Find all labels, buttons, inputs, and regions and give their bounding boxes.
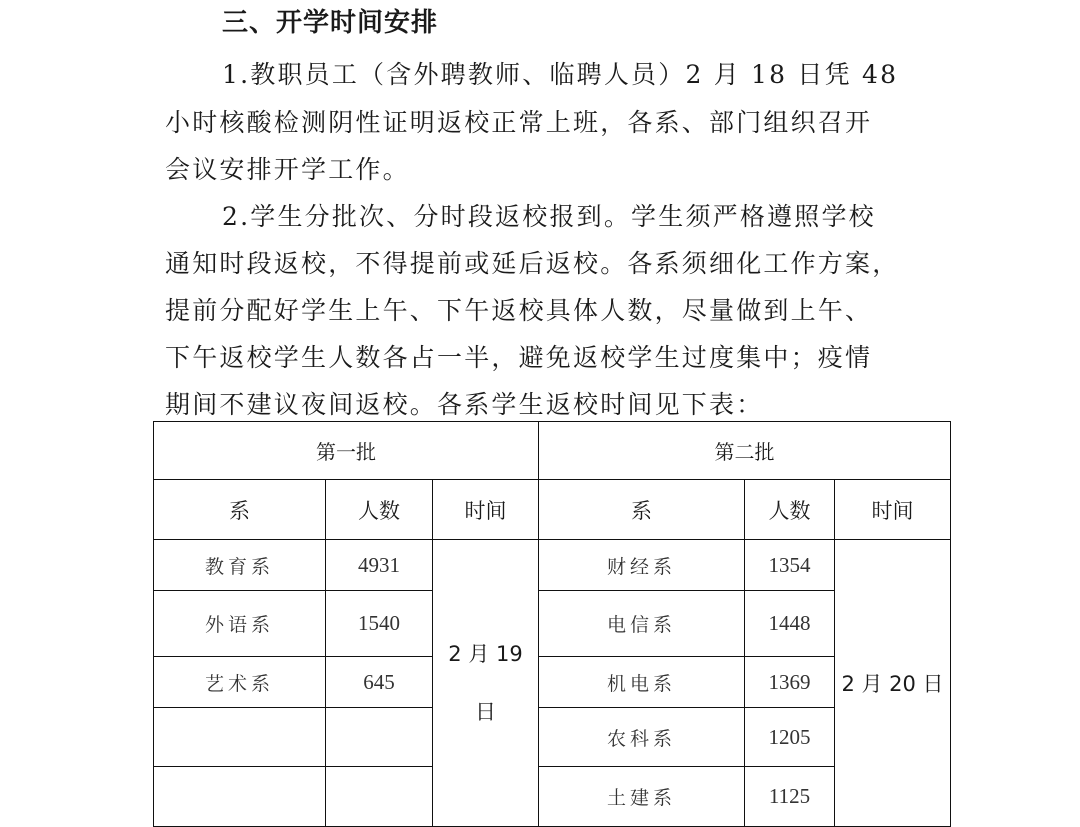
- paragraph-line: 提前分配好学生上午、下午返校具体人数，尽量做到上午、: [165, 296, 873, 325]
- table-row: [154, 708, 951, 767]
- paragraph-line: 1.教职员工（含外聘教师、临聘人员）2 月 18 日凭 48: [222, 60, 899, 89]
- dept-cell: 教育系: [154, 540, 326, 591]
- paragraph-line: 期间不建议夜间返校。各系学生返校时间见下表：: [165, 390, 764, 419]
- count-cell: [326, 708, 433, 767]
- batch2-title: 第二批: [539, 422, 951, 480]
- batch1-date-line1: 2 月 19: [448, 642, 523, 666]
- count-cell: 1354: [745, 540, 835, 591]
- paragraph-line: 会议安排开学工作。: [165, 155, 410, 184]
- paragraph-line: 通知时段返校，不得提前或延后返校。各系须细化工作方案，: [165, 249, 900, 278]
- dept-cell: 农科系: [539, 708, 745, 767]
- paragraph-line: 小时核酸检测阴性证明返校正常上班，各系、部门组织召开: [165, 108, 873, 137]
- count-cell: [326, 767, 433, 827]
- dept-cell: 电信系: [539, 591, 745, 657]
- dept-cell: 机电系: [539, 657, 745, 708]
- batch1-date: [433, 540, 539, 827]
- dept-cell: 外语系: [154, 591, 326, 657]
- dept-cell: 财经系: [539, 540, 745, 591]
- section-heading: 三、开学时间安排: [222, 8, 439, 38]
- batch2-header-dept: 系: [539, 480, 745, 540]
- batch1-date-line2: 日: [475, 700, 496, 724]
- return-schedule-table: [153, 421, 951, 827]
- batch2-header-time: 时间: [835, 480, 951, 540]
- batch2-date: 2 月 20 日: [835, 540, 951, 827]
- dept-cell: [154, 708, 326, 767]
- batch1-header-dept: 系: [154, 480, 326, 540]
- table-row: [154, 540, 951, 591]
- batch1-title: 第一批: [154, 422, 539, 480]
- paragraph-line: 下午返校学生人数各占一半，避免返校学生过度集中；疫情: [165, 343, 873, 372]
- dept-cell: 艺术系: [154, 657, 326, 708]
- count-cell: 1205: [745, 708, 835, 767]
- count-cell: 1448: [745, 591, 835, 657]
- table-row: [154, 591, 951, 657]
- dept-cell: 土建系: [539, 767, 745, 827]
- count-cell: 1540: [326, 591, 433, 657]
- count-cell: 4931: [326, 540, 433, 591]
- count-cell: 1369: [745, 657, 835, 708]
- table-row: [154, 657, 951, 708]
- dept-cell: [154, 767, 326, 827]
- batch1-header-time: 时间: [433, 480, 539, 540]
- batch2-header-count: 人数: [745, 480, 835, 540]
- count-cell: 1125: [745, 767, 835, 827]
- table-row: [154, 767, 951, 827]
- batch1-header-count: 人数: [326, 480, 433, 540]
- paragraph-line: 2.学生分批次、分时段返校报到。学生须严格遵照学校: [222, 202, 876, 231]
- count-cell: 645: [326, 657, 433, 708]
